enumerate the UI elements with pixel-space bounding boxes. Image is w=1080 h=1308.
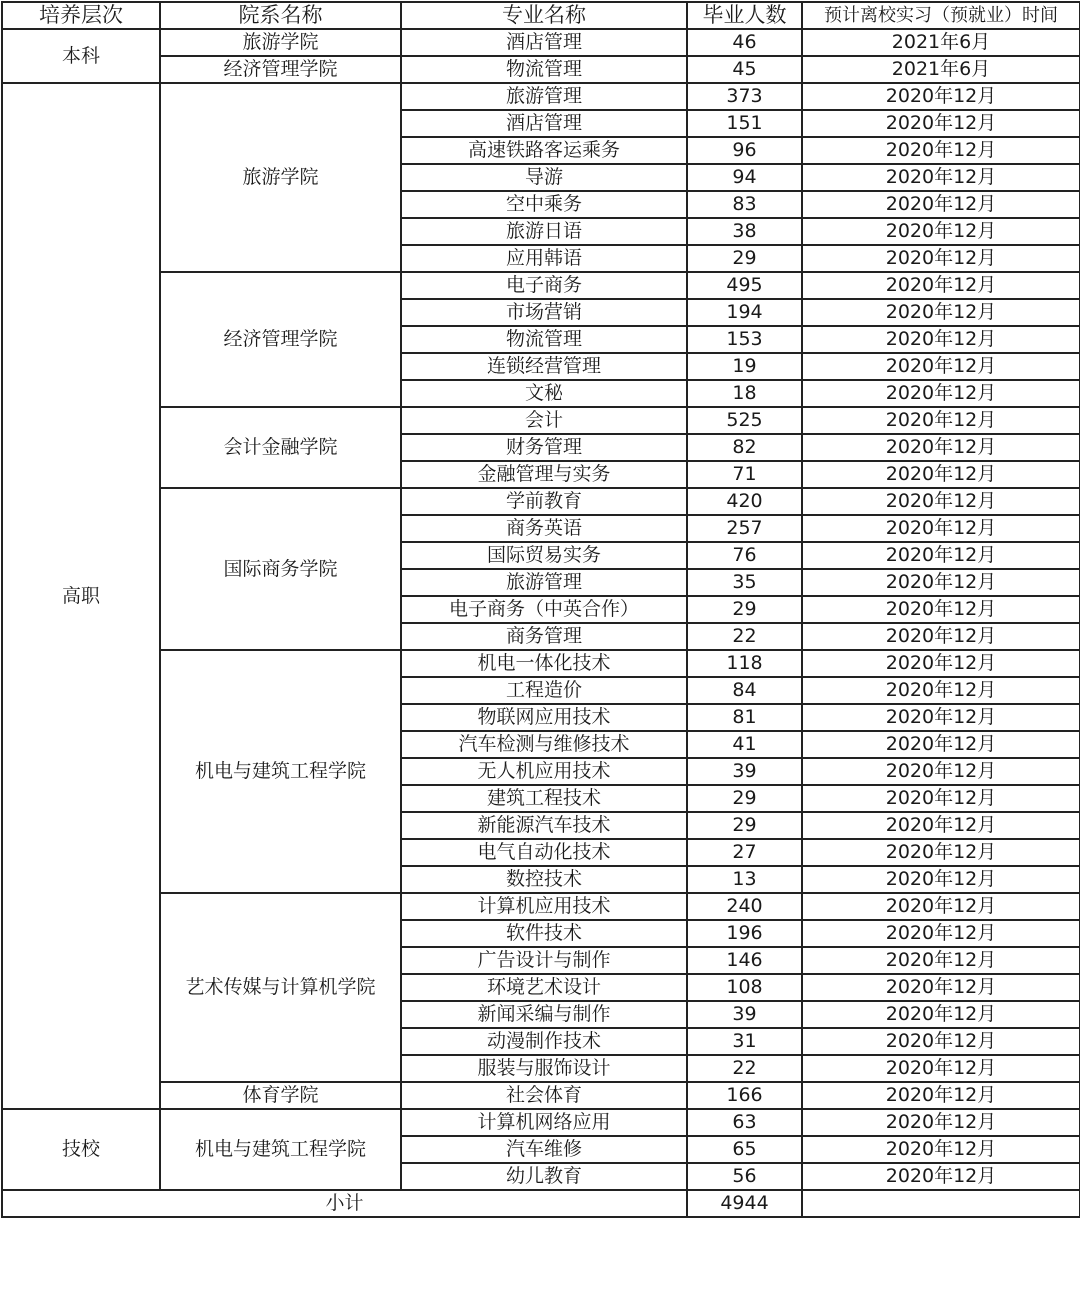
table-row — [2, 1082, 1080, 1109]
dept-cell: 旅游学院 — [160, 29, 401, 56]
count-cell: 39 — [687, 1001, 802, 1028]
count-cell: 83 — [687, 191, 802, 218]
dept-cell: 旅游学院 — [160, 83, 401, 272]
count-cell: 29 — [687, 245, 802, 272]
time-cell: 2020年12月 — [802, 542, 1080, 569]
major-cell: 会计 — [401, 407, 687, 434]
count-cell: 46 — [687, 29, 802, 56]
major-cell: 国际贸易实务 — [401, 542, 687, 569]
major-cell: 建筑工程技术 — [401, 785, 687, 812]
major-cell: 物流管理 — [401, 326, 687, 353]
major-cell: 物联网应用技术 — [401, 704, 687, 731]
time-cell: 2020年12月 — [802, 434, 1080, 461]
major-cell: 电子商务（中英合作） — [401, 596, 687, 623]
time-cell: 2020年12月 — [802, 677, 1080, 704]
count-cell: 151 — [687, 110, 802, 137]
dept-cell: 经济管理学院 — [160, 272, 401, 407]
table-row — [2, 893, 1080, 920]
count-cell: 56 — [687, 1163, 802, 1190]
time-cell: 2021年6月 — [802, 29, 1080, 56]
time-cell: 2020年12月 — [802, 1028, 1080, 1055]
count-cell: 29 — [687, 596, 802, 623]
dept-cell: 国际商务学院 — [160, 488, 401, 650]
count-cell: 35 — [687, 569, 802, 596]
major-cell: 服装与服饰设计 — [401, 1055, 687, 1082]
table-row — [2, 407, 1080, 434]
time-cell: 2020年12月 — [802, 866, 1080, 893]
count-cell: 146 — [687, 947, 802, 974]
major-cell: 酒店管理 — [401, 110, 687, 137]
time-cell: 2020年12月 — [802, 1136, 1080, 1163]
major-cell: 电气自动化技术 — [401, 839, 687, 866]
count-cell: 153 — [687, 326, 802, 353]
count-cell: 31 — [687, 1028, 802, 1055]
major-cell: 无人机应用技术 — [401, 758, 687, 785]
count-cell: 420 — [687, 488, 802, 515]
header-major: 专业名称 — [401, 2, 687, 29]
graduate-table — [1, 1, 1080, 1218]
table-row — [2, 56, 1080, 83]
major-cell: 旅游日语 — [401, 218, 687, 245]
count-cell: 41 — [687, 731, 802, 758]
count-cell: 19 — [687, 353, 802, 380]
count-cell: 81 — [687, 704, 802, 731]
time-cell: 2020年12月 — [802, 1109, 1080, 1136]
major-cell: 计算机应用技术 — [401, 893, 687, 920]
major-cell: 酒店管理 — [401, 29, 687, 56]
count-cell: 39 — [687, 758, 802, 785]
major-cell: 工程造价 — [401, 677, 687, 704]
time-cell: 2020年12月 — [802, 191, 1080, 218]
major-cell: 软件技术 — [401, 920, 687, 947]
time-cell: 2020年12月 — [802, 623, 1080, 650]
count-cell: 108 — [687, 974, 802, 1001]
time-cell: 2020年12月 — [802, 407, 1080, 434]
dept-cell: 机电与建筑工程学院 — [160, 1109, 401, 1190]
time-cell: 2020年12月 — [802, 353, 1080, 380]
time-cell: 2020年12月 — [802, 380, 1080, 407]
count-cell: 118 — [687, 650, 802, 677]
header-dept: 院系名称 — [160, 2, 401, 29]
time-cell: 2020年12月 — [802, 137, 1080, 164]
count-cell: 257 — [687, 515, 802, 542]
subtotal-count: 4944 — [687, 1190, 802, 1217]
count-cell: 76 — [687, 542, 802, 569]
time-cell: 2020年12月 — [802, 1055, 1080, 1082]
time-cell: 2020年12月 — [802, 893, 1080, 920]
count-cell: 196 — [687, 920, 802, 947]
major-cell: 新能源汽车技术 — [401, 812, 687, 839]
time-cell: 2020年12月 — [802, 326, 1080, 353]
count-cell: 29 — [687, 785, 802, 812]
major-cell: 学前教育 — [401, 488, 687, 515]
count-cell: 63 — [687, 1109, 802, 1136]
count-cell: 22 — [687, 1055, 802, 1082]
time-cell: 2020年12月 — [802, 650, 1080, 677]
major-cell: 电子商务 — [401, 272, 687, 299]
header-count: 毕业人数 — [687, 2, 802, 29]
major-cell: 广告设计与制作 — [401, 947, 687, 974]
major-cell: 汽车维修 — [401, 1136, 687, 1163]
count-cell: 240 — [687, 893, 802, 920]
major-cell: 财务管理 — [401, 434, 687, 461]
major-cell: 文秘 — [401, 380, 687, 407]
time-cell: 2020年12月 — [802, 488, 1080, 515]
subtotal-row — [2, 1190, 1080, 1217]
time-cell: 2020年12月 — [802, 974, 1080, 1001]
time-cell: 2020年12月 — [802, 83, 1080, 110]
count-cell: 94 — [687, 164, 802, 191]
major-cell: 旅游管理 — [401, 83, 687, 110]
time-cell: 2020年12月 — [802, 812, 1080, 839]
major-cell: 旅游管理 — [401, 569, 687, 596]
table-row — [2, 83, 1080, 110]
major-cell: 动漫制作技术 — [401, 1028, 687, 1055]
time-cell: 2020年12月 — [802, 299, 1080, 326]
major-cell: 数控技术 — [401, 866, 687, 893]
count-cell: 18 — [687, 380, 802, 407]
time-cell: 2020年12月 — [802, 1163, 1080, 1190]
time-cell: 2020年12月 — [802, 731, 1080, 758]
count-cell: 71 — [687, 461, 802, 488]
time-cell: 2020年12月 — [802, 515, 1080, 542]
count-cell: 45 — [687, 56, 802, 83]
time-cell: 2020年12月 — [802, 245, 1080, 272]
table-row — [2, 29, 1080, 56]
table-row — [2, 1109, 1080, 1136]
subtotal-label: 小计 — [2, 1190, 687, 1217]
time-cell: 2020年12月 — [802, 164, 1080, 191]
time-cell: 2020年12月 — [802, 839, 1080, 866]
major-cell: 计算机网络应用 — [401, 1109, 687, 1136]
level-cell: 本科 — [2, 29, 160, 83]
dept-cell: 艺术传媒与计算机学院 — [160, 893, 401, 1082]
time-cell: 2020年12月 — [802, 218, 1080, 245]
time-cell: 2020年12月 — [802, 272, 1080, 299]
time-cell: 2020年12月 — [802, 569, 1080, 596]
count-cell: 27 — [687, 839, 802, 866]
major-cell: 新闻采编与制作 — [401, 1001, 687, 1028]
dept-cell: 体育学院 — [160, 1082, 401, 1109]
time-cell: 2020年12月 — [802, 1001, 1080, 1028]
time-cell: 2020年12月 — [802, 704, 1080, 731]
major-cell: 社会体育 — [401, 1082, 687, 1109]
major-cell: 应用韩语 — [401, 245, 687, 272]
header-level: 培养层次 — [2, 2, 160, 29]
count-cell: 166 — [687, 1082, 802, 1109]
table-row — [2, 488, 1080, 515]
count-cell: 194 — [687, 299, 802, 326]
major-cell: 机电一体化技术 — [401, 650, 687, 677]
major-cell: 环境艺术设计 — [401, 974, 687, 1001]
major-cell: 商务管理 — [401, 623, 687, 650]
dept-cell: 机电与建筑工程学院 — [160, 650, 401, 893]
header-row — [2, 2, 1080, 29]
count-cell: 525 — [687, 407, 802, 434]
time-cell: 2021年6月 — [802, 56, 1080, 83]
header-time: 预计离校实习（预就业）时间 — [802, 2, 1080, 29]
time-cell: 2020年12月 — [802, 947, 1080, 974]
major-cell: 高速铁路客运乘务 — [401, 137, 687, 164]
time-cell: 2020年12月 — [802, 110, 1080, 137]
major-cell: 市场营销 — [401, 299, 687, 326]
time-cell: 2020年12月 — [802, 920, 1080, 947]
level-cell: 技校 — [2, 1109, 160, 1190]
count-cell: 13 — [687, 866, 802, 893]
major-cell: 物流管理 — [401, 56, 687, 83]
dept-cell: 经济管理学院 — [160, 56, 401, 83]
time-cell: 2020年12月 — [802, 596, 1080, 623]
time-cell: 2020年12月 — [802, 461, 1080, 488]
count-cell: 373 — [687, 83, 802, 110]
count-cell: 29 — [687, 812, 802, 839]
count-cell: 82 — [687, 434, 802, 461]
count-cell: 96 — [687, 137, 802, 164]
time-cell: 2020年12月 — [802, 758, 1080, 785]
major-cell: 空中乘务 — [401, 191, 687, 218]
subtotal-time — [802, 1190, 1080, 1217]
major-cell: 导游 — [401, 164, 687, 191]
major-cell: 商务英语 — [401, 515, 687, 542]
count-cell: 38 — [687, 218, 802, 245]
count-cell: 84 — [687, 677, 802, 704]
time-cell: 2020年12月 — [802, 1082, 1080, 1109]
time-cell: 2020年12月 — [802, 785, 1080, 812]
count-cell: 22 — [687, 623, 802, 650]
table-row — [2, 650, 1080, 677]
count-cell: 65 — [687, 1136, 802, 1163]
major-cell: 幼儿教育 — [401, 1163, 687, 1190]
major-cell: 连锁经营管理 — [401, 353, 687, 380]
level-cell: 高职 — [2, 83, 160, 1109]
dept-cell: 会计金融学院 — [160, 407, 401, 488]
major-cell: 汽车检测与维修技术 — [401, 731, 687, 758]
count-cell: 495 — [687, 272, 802, 299]
table-row — [2, 272, 1080, 299]
major-cell: 金融管理与实务 — [401, 461, 687, 488]
graduate-table-body — [2, 2, 1080, 1217]
